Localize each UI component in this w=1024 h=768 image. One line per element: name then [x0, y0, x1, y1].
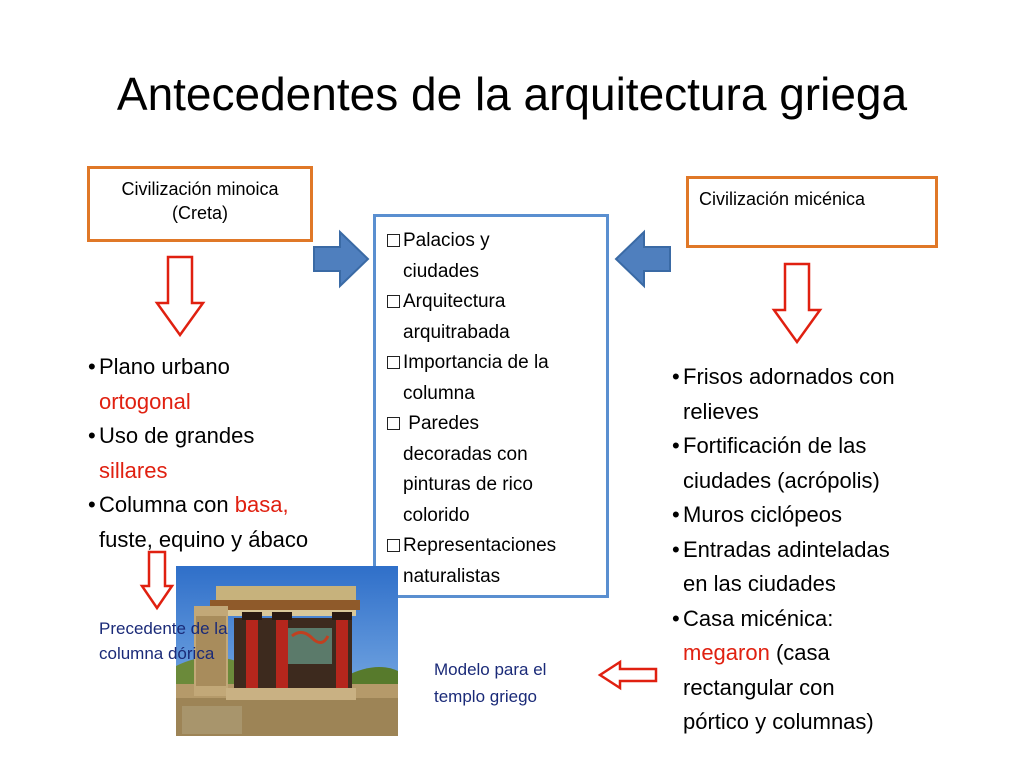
minoan-box-line1: Civilización minoica: [121, 179, 279, 199]
list-item: [386, 287, 600, 348]
bullet-text: Casa micénica:: [683, 605, 834, 631]
caption-line: columna dórica: [99, 644, 215, 663]
bullet-text: ciudades (acrópolis): [683, 467, 880, 493]
bullet-highlight: basa,: [234, 492, 289, 517]
minoan-civilization-box: [87, 166, 313, 242]
list-item: [90, 350, 350, 419]
bullet-text: en las ciudades: [683, 571, 836, 596]
bullet-text: pórtico y columnas): [683, 709, 874, 734]
list-item: [674, 498, 964, 533]
bullet-text: Entradas adinteladas: [683, 536, 890, 562]
list-item: [674, 602, 964, 740]
list-item: [90, 419, 350, 488]
list-item-text: Arquitectura: [403, 291, 506, 312]
list-item-text: pinturas de rico: [403, 474, 533, 495]
list-item-text: Importancia de la: [403, 352, 549, 373]
list-item: [386, 409, 600, 531]
list-item: [674, 429, 964, 498]
bullet-text: (casa: [769, 640, 830, 665]
bullet-text: Fortificación de las: [683, 433, 867, 458]
list-item: [674, 360, 964, 429]
list-item-text: decoradas con: [403, 443, 528, 465]
list-item-text: colorido: [403, 504, 470, 526]
bullet-highlight: sillares: [99, 457, 168, 483]
slide-title: Antecedentes de la arquitectura griega: [116, 68, 908, 120]
bullet-text: Plano urbano: [99, 354, 230, 379]
down-arrow-icon: [772, 262, 822, 344]
bullet-text: rectangular con: [683, 674, 835, 700]
down-arrow-icon: [155, 255, 205, 337]
mycenaean-civilization-box: [686, 176, 938, 248]
mycenaean-box-label: Civilización micénica: [699, 189, 866, 209]
list-item: [386, 348, 600, 409]
bullet-text: Frisos adornados con: [683, 364, 895, 389]
list-item-text: Palacios y: [403, 230, 490, 251]
bullet-text: relieves: [683, 398, 759, 424]
checkbox-bullet-icon: [387, 234, 400, 247]
caption-line: Precedente de la: [99, 619, 228, 638]
list-item-text: columna: [403, 382, 475, 404]
bullet-highlight: megaron: [683, 640, 770, 665]
list-item-text: arquitrabada: [403, 321, 510, 343]
checkbox-bullet-icon: [387, 539, 400, 552]
caption-line: Modelo para el: [434, 660, 547, 679]
checkbox-bullet-icon: [387, 417, 400, 430]
caption-line: templo griego: [434, 687, 538, 706]
list-item: [386, 226, 600, 287]
checkbox-bullet-icon: [387, 295, 400, 308]
list-item-text: Representaciones: [403, 535, 557, 556]
bullet-text: fuste, equino y ábaco: [99, 526, 309, 552]
left-arrow-icon: [614, 230, 672, 288]
left-arrow-icon: [598, 660, 658, 690]
bullet-text: Columna con: [99, 492, 229, 517]
right-arrow-icon: [312, 230, 370, 288]
list-item-text: Paredes: [403, 413, 480, 434]
mycenaean-features-list: [674, 360, 964, 740]
model-caption: [434, 656, 604, 710]
common-features-box: [373, 214, 609, 598]
precedent-caption: [99, 616, 289, 666]
bullet-text: Muros ciclópeos: [683, 502, 842, 527]
minoan-features-list: [90, 350, 350, 557]
minoan-box-line2: (Creta): [171, 203, 228, 223]
checkbox-bullet-icon: [387, 356, 400, 369]
list-item: [90, 488, 350, 557]
down-arrow-icon: [140, 550, 174, 610]
bullet-highlight: ortogonal: [99, 388, 191, 414]
list-item-text: naturalistas: [403, 565, 501, 587]
list-item: [674, 533, 964, 602]
list-item-text: ciudades: [403, 260, 480, 282]
list-item: [386, 531, 600, 592]
bullet-text: Uso de grandes: [99, 423, 255, 448]
